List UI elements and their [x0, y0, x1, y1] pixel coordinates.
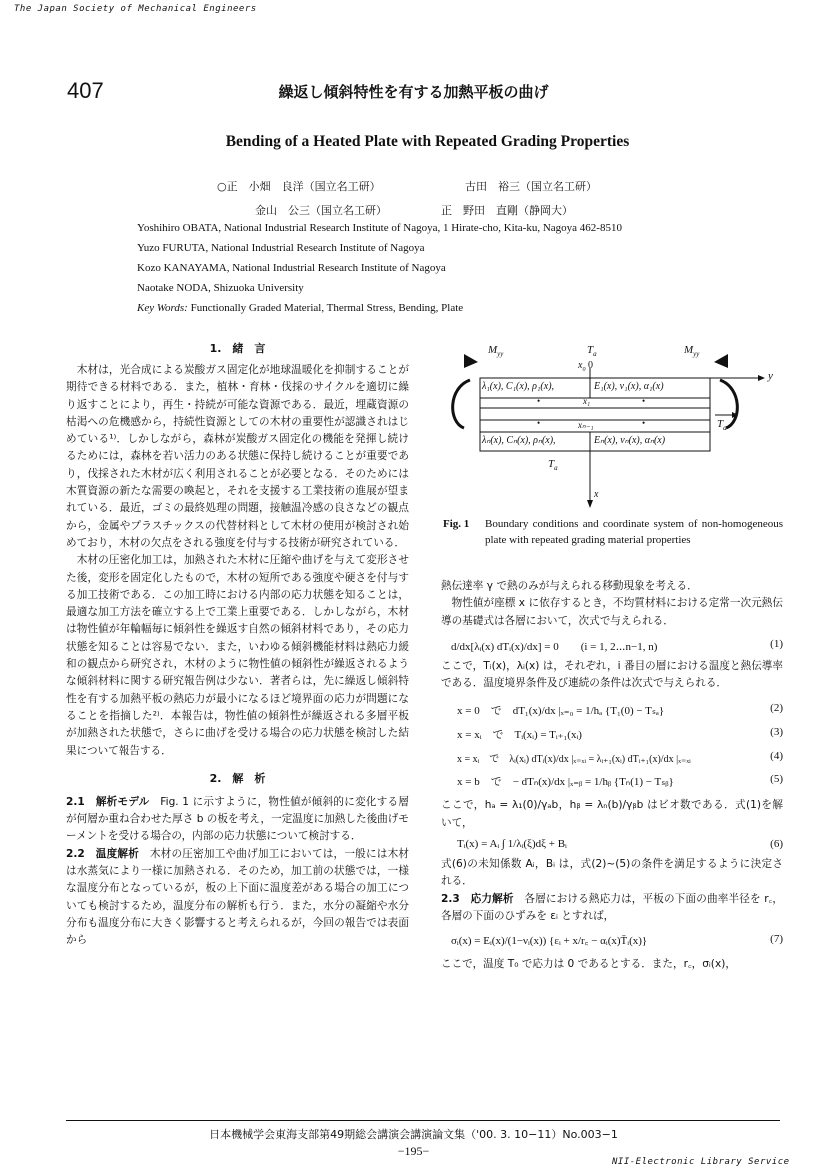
- keywords-label: Key Words:: [137, 302, 188, 314]
- footer-proceedings: 日本機械学会東海支部第49期総会講演会講演論文集（'00. 3. 10−11）No.003−1: [209, 1128, 618, 1141]
- equation-4-number: (4): [770, 750, 783, 763]
- right-para-1: 熱伝達率 γ で熱のみが与えられる移動現象を考える．: [441, 580, 698, 592]
- figure-1: [440, 340, 790, 515]
- equation-1: [451, 638, 783, 654]
- subsection-2-1: [66, 794, 409, 846]
- equation-7-number: (7): [770, 933, 783, 946]
- authors-line-1a: ○正 小畑 良洋（国立名工研）: [217, 180, 381, 193]
- intro-paragraph-2: 木材の圧密化加工は，加熱された木材に圧縮や曲げを与えて変形させた後，変形を固定化したもので，木材の短所である強度や硬さを付与する加工技術である．この加工時における内部の応力状態を知ることは，最適な加工方法を確立する上で工業上重要である．しかしながら，木材は物性値が年輪幅毎に傾斜性を繰返す自然の傾斜材料であり，その応力状態を知ることは容易でない．また，いわゆる傾斜機能材料は熱応力緩和の観点から研究され，木材のように物性値の傾斜性が繰返されるような傾斜材料に関する研究報告例は少ない．著者らは，先に繰返し傾斜特性を有する加熱平板の熱応力が最小になるほど境界面の応力が問題になることを指摘した²⁾．本報告は，物性値の傾斜性が繰返される多層平板が加熱された状態で，さらに曲げを受ける場合の応力状態を検討した結果について報告する．: [66, 554, 409, 757]
- label-ta-bottom: $T_a$: [548, 458, 558, 473]
- equation-2: [457, 702, 783, 718]
- right-para-6: ここで，温度 T₀ で応力は 0 であるとする．また，r꜀，σᵢ(x)，: [441, 958, 736, 971]
- label-x-axis: x: [594, 489, 599, 500]
- dot-4: •: [642, 418, 646, 428]
- equation-3-number: (3): [770, 726, 783, 739]
- x-axis-arrow: [587, 500, 593, 508]
- equation-5: [457, 773, 783, 789]
- right-para-4: ここで，hₐ = λ₁(0)/γₐb，hᵦ = λₙ(b)/γᵦb はビオ数である．式(1)を解いて，: [441, 799, 783, 829]
- figure-1-diagram: [440, 340, 790, 515]
- moment-arc-left: [453, 380, 470, 428]
- dot-1: •: [537, 396, 541, 406]
- equation-7: [451, 933, 783, 948]
- right-para-2: 物性値が座標 x に依存するとき，不均質材料における定常一次元熱伝導の基礎式は各層において，次式で与えられる．: [441, 597, 783, 627]
- equation-3-body: x = xᵢ で Tᵢ(xᵢ) = Tᵢ₊₁(xᵢ): [457, 729, 582, 742]
- dot-3: •: [537, 418, 541, 428]
- rown-mech-props: Eₙ(x), νₙ(x), αₙ(x): [594, 435, 666, 446]
- society-header: The Japan Society of Mechanical Engineers: [14, 4, 257, 14]
- subsection-2-3: [441, 891, 783, 926]
- row1-mech-props: E₁(x), ν₁(x), α₁(x): [594, 381, 664, 392]
- title-english: Bending of a Heated Plate with Repeated Grading Properties: [225, 133, 630, 150]
- authors-line-1b: 古田 裕三（国立名工研）: [465, 180, 597, 193]
- section-2-heading: 2. 解 析: [209, 771, 266, 785]
- equation-6: [457, 838, 783, 850]
- equation-6-body: Tᵢ(x) = Aᵢ ∫ 1/λᵢ(ξ)dξ + Bᵢ: [457, 838, 567, 851]
- title-japanese: 繰返し傾斜特性を有する加熱平板の曲げ: [278, 83, 549, 101]
- affiliation-1: Yoshihiro OBATA, National Industrial Research Institute of Nagoya, 1 Hirate-cho, Kita-ku, Nagoya 462-8510: [137, 222, 622, 234]
- moment-arrow-left: [464, 354, 478, 368]
- moment-arrow-right: [714, 354, 728, 368]
- y-axis-arrow: [758, 375, 765, 381]
- subsection-2-1-heading: 2.1 解析モデル: [66, 795, 150, 808]
- equation-5-number: (5): [770, 773, 783, 786]
- label-ta-right: $T_a$: [717, 418, 727, 433]
- label-y-axis: y: [768, 370, 773, 382]
- right-para-5: 式(6)の未知係数 Aᵢ，Bᵢ は，式(2)~(5)の条件を満足するように決定される．: [441, 858, 783, 888]
- keywords-line: [137, 302, 463, 314]
- nii-service-label: NII-Electronic Library Service: [612, 1157, 790, 1167]
- label-zero: 0: [587, 360, 593, 371]
- label-myy-right: $M_{yy}$: [684, 344, 700, 359]
- equation-5-body: x = b で − dTₙ(x)/dx |ₓ₌ᵦ = 1/hᵦ {Tₙ(1) − Tₛᵦ}: [457, 776, 674, 789]
- right-column: [441, 578, 783, 974]
- label-x0: $x_0$ 0: [578, 360, 593, 373]
- equation-2-body: x = 0 で dT₁(x)/dx |ₓ₌₀ = 1/hₐ {T₁(0) − Tₛₐ}: [457, 705, 665, 718]
- label-myy-left: $M_{yy}$: [488, 344, 504, 359]
- equation-1-number: (1): [770, 637, 783, 650]
- equation-7-body: σᵢ(x) = Eᵢ(x)/(1−νᵢ(x)) {εᵢ + x/r꜀ − αᵢ(x)T̄ᵢ(x)}: [451, 935, 648, 948]
- subsection-2-3-heading: 2.3 応力解析: [441, 892, 514, 905]
- section-1-heading: 1. 緒 言: [209, 342, 266, 355]
- subsection-2-3-text: 各層における熱応力は，平板の下面の曲率半径を r꜀，各層の下面のひずみを εᵢ とすれば，: [441, 892, 783, 922]
- paper-number: 407: [67, 78, 104, 103]
- figure-1-caption: [443, 516, 783, 548]
- footer-rule: [66, 1120, 780, 1121]
- authors-line-2b: 正 野田 直剛（静岡大）: [441, 204, 573, 217]
- label-xn-1: xₙ₋₁: [578, 420, 594, 430]
- keywords: Functionally Graded Material, Thermal Stress, Bending, Plate: [190, 302, 464, 314]
- equation-4-body: x = xᵢ で λᵢ(xᵢ) dTᵢ(x)/dx |ₓ₌ₓᵢ = λᵢ₊₁(xᵢ) dTᵢ₊₁(x)/dx |ₓ₌ₓᵢ: [457, 754, 691, 766]
- intro-paragraph-1: 木材は，光合成による炭酸ガス固定化が地球温暖化を抑制することが期待できる材料である．また，植林・育林・伐採のサイクルを適切に繰り返すことにより，再生・持続が可能な資源である．最近，埋蔵資源の枯渇への危機感から，持続性資源としての木材の重要性が認識されはじめている¹⁾．しかしながら，森林が炭酸ガス固定化の機能を発揮し続けるためには，森林を若い活力のある状態に保持し続けることが重要であり，伐採された木材が広く利用されることが必要となる．そのためには木質資源の新たな需要の喚起と，それを支援する工業技術の進展が望まれている．最近，ゴミの最終処理の問題，接触温冷感の良さなどの観点から，金属やプラスチックスの代替材料として木材の使用が検討され始めており，木材の欠点をされる強度を付与する技術が研究されている．: [66, 364, 409, 549]
- right-para-3: ここで，Tᵢ(x)，λᵢ(x) は，それぞれ，i 番目の層における温度と熱伝導率である．温度境界条件及び連続の条件は次式で与えられる．: [441, 659, 783, 690]
- subsection-2-2: [66, 846, 409, 950]
- authors-line-2a: 金山 公三（国立名工研）: [255, 204, 387, 217]
- label-x1: x₁: [583, 396, 591, 406]
- affiliation-2: Yuzo FURUTA, National Industrial Research Institute of Nagoya: [137, 242, 425, 254]
- figure-1-caption-text: Boundary conditions and coordinate system of non-homogeneous plate with repeated grading material properties: [485, 518, 783, 546]
- equation-1-body: d/dx[λᵢ(x) dTᵢ(x)/dx] = 0 (i = 1, 2⋯n−1, n): [451, 640, 658, 653]
- affiliation-3: Kozo KANAYAMA, National Industrial Research Institute of Nagoya: [137, 262, 446, 274]
- figure-1-caption-label: Fig. 1: [443, 518, 470, 530]
- left-column: [66, 340, 409, 950]
- label-ta-top: $T_a$: [587, 344, 597, 359]
- footer-page-number: −195−: [397, 1144, 430, 1158]
- row1-thermal-props: λ₁(x), C₁(x), ρ₁(x),: [482, 381, 555, 392]
- equation-6-number: (6): [770, 838, 783, 851]
- dot-2: •: [642, 396, 646, 406]
- affiliation-4: Naotake NODA, Shizuoka University: [137, 282, 304, 294]
- rown-thermal-props: λₙ(x), Cₙ(x), ρₙ(x),: [482, 435, 556, 446]
- subsection-2-2-text: 木材の圧密加工や曲げ加工においては，一般には木材は水蒸気により一様に加熱される．そのため，加工前の状態では，一様な温度分布となっているが，板の上下面に温度差がある場合の加工についても検討するため，温度分布の解析も行う．また，水分の凝縮や水分分布も温度分布に大きく影響すると考えられるが，今回の報告では表面から: [66, 847, 409, 947]
- subsection-2-2-heading: 2.2 温度解析: [66, 847, 140, 860]
- equation-3: [457, 726, 783, 742]
- subsection-2-1-text: Fig. 1 に示すように，物性値が傾斜的に変化する層が何層か重ね合わせた厚さ b の板を考え，一定温度に加熱した後曲げモーメントを受ける場合の，内部の応力状態について検討する．: [66, 795, 409, 843]
- equation-2-number: (2): [770, 702, 783, 715]
- equation-4: [457, 750, 783, 765]
